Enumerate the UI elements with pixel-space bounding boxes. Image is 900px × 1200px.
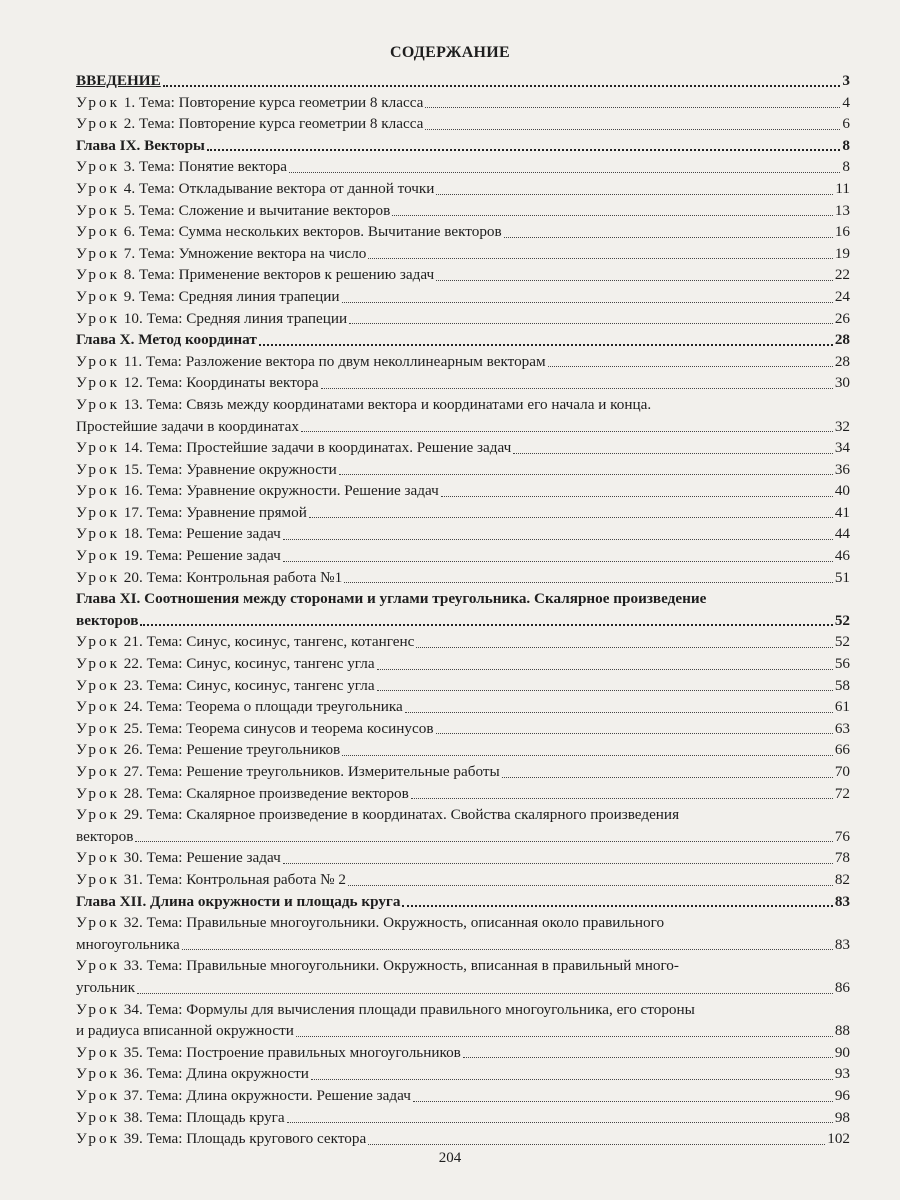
toc-lesson-entry[interactable] xyxy=(76,113,850,135)
toc-lesson-entry[interactable] xyxy=(76,459,850,481)
toc-lesson-entry[interactable] xyxy=(76,1128,850,1150)
page-number-ref: 30 xyxy=(834,374,850,392)
toc-lesson-entry[interactable] xyxy=(76,631,850,653)
dot-leader xyxy=(283,539,833,540)
entry-title: 3. Тема: Понятие вектора xyxy=(119,158,288,176)
toc-lesson-entry[interactable] xyxy=(76,1107,850,1129)
dot-leader xyxy=(287,1122,833,1123)
entry-title: 1. Тема: Повторение курса геометрии 8 класса xyxy=(119,93,424,111)
entry-title: 34. Тема: Формулы для вычисления площади правильного многоугольника, его стороны xyxy=(119,1000,695,1018)
dot-leader xyxy=(425,107,840,108)
dot-leader xyxy=(436,280,833,281)
lesson-word: Урок xyxy=(76,633,120,651)
dot-leader xyxy=(259,344,833,346)
lesson-word: Урок xyxy=(76,655,120,673)
entry-title: 8. Тема: Применение векторов к решению задач xyxy=(119,266,435,284)
dot-leader xyxy=(321,388,833,389)
lesson-word: Урок xyxy=(76,482,120,500)
page-number-ref: 28 xyxy=(834,331,850,349)
page-number-ref: 32 xyxy=(834,417,850,435)
dot-leader xyxy=(296,1036,833,1037)
dot-leader xyxy=(405,712,833,713)
dot-leader xyxy=(377,690,833,691)
lesson-word: Урок xyxy=(76,784,120,802)
page-number-ref: 82 xyxy=(834,870,850,888)
lesson-word: Урок xyxy=(76,460,120,478)
toc-lesson-entry[interactable] xyxy=(76,696,850,718)
page-number-ref: 41 xyxy=(834,503,850,521)
dot-leader xyxy=(416,647,832,648)
dot-leader xyxy=(342,755,833,756)
dot-leader xyxy=(513,453,833,454)
entry-title: 23. Тема: Синус, косинус, тангенс угла xyxy=(119,676,375,694)
lesson-word: Урок xyxy=(76,1108,120,1126)
lesson-word: Урок xyxy=(76,525,120,543)
entry-title: 10. Тема: Средняя линия трапеции xyxy=(119,309,348,327)
dot-leader xyxy=(377,669,833,670)
entry-title: 18. Тема: Решение задач xyxy=(119,525,281,543)
page-number-ref: 34 xyxy=(834,439,850,457)
toc-lesson-entry[interactable] xyxy=(76,567,850,589)
entry-title: Глава XI. Соотношения между сторонами и углами треугольника. Скалярное произведение xyxy=(76,590,707,608)
lesson-word: Урок xyxy=(76,1130,120,1148)
page-number-ref: 26 xyxy=(834,309,850,327)
entry-title: 31. Тема: Контрольная работа № 2 xyxy=(119,870,347,888)
toc-lesson-entry[interactable] xyxy=(76,718,850,740)
entry-title: 20. Тема: Контрольная работа №1 xyxy=(119,568,343,586)
entry-title: 39. Тема: Площадь кругового сектора xyxy=(119,1130,367,1148)
entry-title: Глава X. Метод координат xyxy=(76,331,257,349)
entry-title: 26. Тема: Решение треугольников xyxy=(119,741,341,759)
page-number-ref: 88 xyxy=(834,1022,850,1040)
page-number-ref: 46 xyxy=(834,547,850,565)
entry-title: 25. Тема: Теорема синусов и теорема косинусов xyxy=(119,719,434,737)
page-number-ref: 93 xyxy=(834,1065,850,1083)
page-number-ref: 70 xyxy=(834,763,850,780)
dot-leader xyxy=(301,431,833,432)
page-number-ref: 19 xyxy=(834,244,850,262)
lesson-word: Урок xyxy=(76,1000,120,1018)
lesson-word: Урок xyxy=(76,1086,120,1104)
page-number-ref: 78 xyxy=(834,849,850,867)
entry-title: 38. Тема: Площадь круга xyxy=(119,1108,285,1126)
entry-title: 24. Тема: Теорема о площади треугольника xyxy=(119,698,403,716)
lesson-word: Урок xyxy=(76,93,120,111)
page-number-ref: 58 xyxy=(834,676,850,694)
lesson-word: Урок xyxy=(76,287,120,305)
dot-leader xyxy=(163,85,841,87)
toc-chapter-entry[interactable] xyxy=(76,329,850,351)
entry-title-continued: векторов xyxy=(76,611,139,629)
dot-leader xyxy=(548,366,833,367)
lesson-word: Урок xyxy=(76,719,120,737)
entry-title: 28. Тема: Скалярное произведение векторов xyxy=(119,784,409,802)
page-number-ref: 63 xyxy=(834,719,850,737)
entry-title: 27. Тема: Решение треугольников. Измерительные работы xyxy=(119,763,500,780)
toc-lesson-entry[interactable] xyxy=(76,221,850,243)
dot-leader xyxy=(283,561,833,562)
toc-lesson-entry[interactable] xyxy=(76,847,850,869)
entry-title: 16. Тема: Уравнение окружности. Решение задач xyxy=(119,482,439,500)
entry-title: 2. Тема: Повторение курса геометрии 8 класса xyxy=(119,115,424,133)
toc-lesson-entry[interactable] xyxy=(76,1085,850,1107)
entry-title: 11. Тема: Разложение вектора по двум неколлинеарным векторам xyxy=(119,352,546,370)
dot-leader xyxy=(283,863,833,864)
entry-title: 5. Тема: Сложение и вычитание векторов xyxy=(119,201,391,219)
lesson-word: Урок xyxy=(76,266,120,284)
lesson-word: Урок xyxy=(76,223,120,241)
toc-lesson-entry[interactable] xyxy=(76,869,850,891)
entry-title: 32. Тема: Правильные многоугольники. Окружность, описанная около правильного xyxy=(119,914,665,932)
toc-lesson-entry[interactable] xyxy=(76,783,850,805)
toc-lesson-entry[interactable] xyxy=(76,394,850,437)
dot-leader xyxy=(344,582,833,583)
entry-title: 15. Тема: Уравнение окружности xyxy=(119,460,337,478)
page-number: 204 xyxy=(438,1150,462,1166)
page-number-ref: 52 xyxy=(834,633,850,651)
page-number-ref: 90 xyxy=(834,1043,850,1061)
entry-title: 17. Тема: Уравнение прямой xyxy=(119,503,307,521)
table-of-contents xyxy=(76,70,850,1150)
toc-chapter-entry[interactable] xyxy=(76,891,850,913)
toc-lesson-entry[interactable] xyxy=(76,480,850,502)
toc-lesson-entry[interactable] xyxy=(76,286,850,308)
lesson-word: Урок xyxy=(76,957,120,975)
page-number-ref: 72 xyxy=(834,784,850,802)
entry-title: 7. Тема: Умножение вектора на число xyxy=(119,244,367,262)
lesson-word: Урок xyxy=(76,374,120,392)
toc-lesson-entry[interactable] xyxy=(76,804,850,847)
lesson-word: Урок xyxy=(76,870,120,888)
entry-title: 30. Тема: Решение задач xyxy=(119,849,281,867)
dot-leader xyxy=(402,905,832,907)
dot-leader xyxy=(311,1079,833,1080)
toc-lesson-entry[interactable] xyxy=(76,739,850,761)
lesson-word: Урок xyxy=(76,395,120,413)
entry-title: ВВЕДЕНИЕ xyxy=(76,72,161,89)
dot-leader xyxy=(436,733,833,734)
toc-lesson-entry[interactable] xyxy=(76,912,850,955)
dot-leader xyxy=(411,798,833,799)
toc-lesson-entry[interactable] xyxy=(76,372,850,394)
toc-lesson-entry[interactable] xyxy=(76,675,850,697)
entry-title: 37. Тема: Длина окружности. Решение задач xyxy=(119,1086,411,1104)
entry-title: 21. Тема: Синус, косинус, тангенс, котангенс xyxy=(119,633,415,651)
lesson-word: Урок xyxy=(76,352,120,370)
toc-lesson-entry[interactable] xyxy=(76,1063,850,1085)
lesson-word: Урок xyxy=(76,763,120,780)
toc-lesson-entry[interactable] xyxy=(76,243,850,265)
page-number-ref: 40 xyxy=(834,482,850,500)
entry-title: 29. Тема: Скалярное произведение в координатах. Свойства скалярного произведения xyxy=(119,806,680,824)
toc-lesson-entry[interactable] xyxy=(76,437,850,459)
page-number-ref: 8 xyxy=(842,136,850,154)
lesson-word: Урок xyxy=(76,547,120,565)
dot-leader xyxy=(207,149,840,151)
toc-intro-entry[interactable] xyxy=(76,70,850,92)
page-number-ref: 61 xyxy=(834,698,850,716)
entry-title-continued: Простейшие задачи в координатах xyxy=(76,417,299,435)
toc-chapter-entry[interactable] xyxy=(76,588,850,631)
page-number-ref: 51 xyxy=(834,568,850,586)
toc-lesson-entry[interactable] xyxy=(76,264,850,286)
entry-title-continued: и радиуса вписанной окружности xyxy=(76,1022,294,1040)
page-number-ref: 6 xyxy=(842,115,850,133)
page-number-ref: 11 xyxy=(835,179,850,197)
entry-title: Глава XII. Длина окружности и площадь круга xyxy=(76,892,401,910)
dot-leader xyxy=(436,194,833,195)
lesson-word: Урок xyxy=(76,849,120,867)
dot-leader xyxy=(137,993,833,994)
lesson-word: Урок xyxy=(76,1065,120,1083)
lesson-word: Урок xyxy=(76,568,120,586)
page-number-ref: 86 xyxy=(834,978,850,996)
toc-lesson-entry[interactable] xyxy=(76,200,850,222)
page-number-ref: 3 xyxy=(842,72,850,89)
page-number-ref: 4 xyxy=(842,93,850,111)
dot-leader xyxy=(502,777,833,778)
toc-lesson-entry[interactable] xyxy=(76,545,850,567)
dot-leader xyxy=(339,474,833,475)
page-number-ref: 102 xyxy=(827,1130,850,1148)
dot-leader xyxy=(135,841,832,842)
toc-lesson-entry[interactable] xyxy=(76,955,850,998)
entry-title: 13. Тема: Связь между координатами вектора и координатами его начала и конца. xyxy=(119,395,652,413)
entry-title: 6. Тема: Сумма нескольких векторов. Вычитание векторов xyxy=(119,223,502,241)
entry-title: 14. Тема: Простейшие задачи в координатах. Решение задач xyxy=(119,439,512,457)
page-number-ref: 24 xyxy=(834,287,850,305)
entry-title-continued: угольник xyxy=(76,978,135,996)
dot-leader xyxy=(348,885,833,886)
lesson-word: Урок xyxy=(76,741,120,759)
toc-lesson-entry[interactable] xyxy=(76,308,850,330)
page-number-ref: 28 xyxy=(834,352,850,370)
entry-title: 33. Тема: Правильные многоугольники. Окружность, вписанная в правильный много- xyxy=(119,957,679,975)
page-number-ref: 36 xyxy=(834,460,850,478)
page-number-ref: 22 xyxy=(834,266,850,284)
lesson-word: Урок xyxy=(76,676,120,694)
lesson-word: Урок xyxy=(76,158,120,176)
dot-leader xyxy=(368,258,832,259)
page-number-ref: 56 xyxy=(834,655,850,673)
lesson-word: Урок xyxy=(76,698,120,716)
entry-title: 22. Тема: Синус, косинус, тангенс угла xyxy=(119,655,375,673)
entry-title: 9. Тема: Средняя линия трапеции xyxy=(119,287,340,305)
toc-lesson-entry[interactable] xyxy=(76,999,850,1042)
dot-leader xyxy=(425,129,840,130)
entry-title: 36. Тема: Длина окружности xyxy=(119,1065,309,1083)
dot-leader xyxy=(140,624,832,626)
toc-lesson-entry[interactable] xyxy=(76,761,850,783)
dot-leader xyxy=(504,237,833,238)
lesson-word: Урок xyxy=(76,914,120,932)
dot-leader xyxy=(441,496,833,497)
toc-lesson-entry[interactable] xyxy=(76,502,850,524)
dot-leader xyxy=(463,1057,833,1058)
page-number-ref: 8 xyxy=(842,158,850,176)
entry-title-continued: многоугольника xyxy=(76,935,180,953)
page-number-ref: 13 xyxy=(834,201,850,219)
dot-leader xyxy=(368,1144,825,1145)
toc-lesson-entry[interactable] xyxy=(76,156,850,178)
toc-lesson-entry[interactable] xyxy=(76,1042,850,1064)
page-number-ref: 16 xyxy=(834,223,850,241)
dot-leader xyxy=(289,172,840,173)
lesson-word: Урок xyxy=(76,806,120,824)
lesson-word: Урок xyxy=(76,309,120,327)
entry-title: 35. Тема: Построение правильных многоугольников xyxy=(119,1043,461,1061)
dot-leader xyxy=(342,302,833,303)
entry-title: 12. Тема: Координаты вектора xyxy=(119,374,319,392)
toc-lesson-entry[interactable] xyxy=(76,523,850,545)
dot-leader xyxy=(349,323,833,324)
toc-lesson-entry[interactable] xyxy=(76,653,850,675)
lesson-word: Урок xyxy=(76,244,120,262)
toc-lesson-entry[interactable] xyxy=(76,178,850,200)
entry-title: 4. Тема: Откладывание вектора от данной точки xyxy=(119,179,435,197)
lesson-word: Урок xyxy=(76,439,120,457)
page-number-ref: 83 xyxy=(834,892,850,910)
page-number-ref: 96 xyxy=(834,1086,850,1104)
page-number-ref: 76 xyxy=(834,827,850,845)
entry-title: 19. Тема: Решение задач xyxy=(119,547,281,565)
lesson-word: Урок xyxy=(76,115,120,133)
page-title: СОДЕРЖАНИЕ xyxy=(389,44,511,61)
dot-leader xyxy=(392,215,833,216)
dot-leader xyxy=(413,1101,833,1102)
entry-title: Глава IX. Векторы xyxy=(76,136,205,154)
page-number-ref: 98 xyxy=(834,1108,850,1126)
entry-title-continued: векторов xyxy=(76,827,134,845)
lesson-word: Урок xyxy=(76,179,120,197)
page-number-ref: 44 xyxy=(834,525,850,543)
toc-lesson-entry[interactable] xyxy=(76,92,850,114)
page-number-ref: 66 xyxy=(834,741,850,759)
toc-lesson-entry[interactable] xyxy=(76,351,850,373)
page-number-ref: 83 xyxy=(834,935,850,953)
dot-leader xyxy=(309,517,833,518)
lesson-word: Урок xyxy=(76,503,120,521)
lesson-word: Урок xyxy=(76,201,120,219)
toc-chapter-entry[interactable] xyxy=(76,135,850,157)
dot-leader xyxy=(182,949,833,950)
page-number-ref: 52 xyxy=(834,611,850,629)
lesson-word: Урок xyxy=(76,1043,120,1061)
